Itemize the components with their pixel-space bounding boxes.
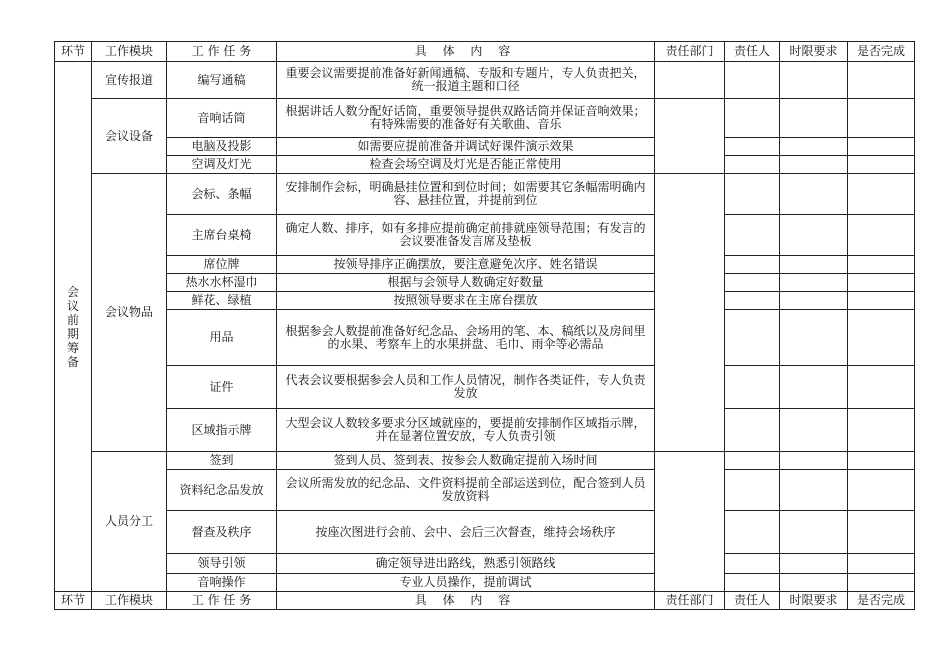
- content-cell: 安排制作会标，明确悬挂位置和到位时间；如需要其它条幅需明确内容、悬挂位置，并提前到位: [277, 174, 655, 215]
- task-cell: 音响话筒: [167, 99, 277, 138]
- header-deadline: 时限要求: [780, 42, 848, 62]
- content-cell: 专业人员操作，提前调试: [277, 574, 655, 592]
- deadline-cell: [780, 274, 848, 292]
- completed-cell: [848, 292, 915, 310]
- table-row: [55, 366, 915, 409]
- completed-cell: [848, 409, 915, 452]
- department-cell: [655, 174, 725, 452]
- table-row: [55, 138, 915, 156]
- completed-cell: [848, 310, 915, 366]
- table-row: [55, 470, 915, 511]
- completed-cell: [848, 62, 915, 99]
- header-department: 责任部门: [655, 42, 725, 62]
- deadline-cell: [780, 62, 848, 99]
- deadline-cell: [780, 174, 848, 215]
- task-table: [54, 41, 915, 610]
- header-stage: 环节: [55, 592, 92, 610]
- deadline-cell: [780, 256, 848, 274]
- table-row: [55, 174, 915, 215]
- deadline-cell: [780, 366, 848, 409]
- header-deadline: 时限要求: [780, 592, 848, 610]
- content-cell: 根据与会领导人数确定好数量: [277, 274, 655, 292]
- owner-cell: [725, 452, 780, 470]
- task-cell: 电脑及投影: [167, 138, 277, 156]
- header-stage: 环节: [55, 42, 92, 62]
- table-row: [55, 292, 915, 310]
- completed-cell: [848, 156, 915, 174]
- header-owner: 责任人: [725, 42, 780, 62]
- table-row: [55, 452, 915, 470]
- deadline-cell: [780, 470, 848, 511]
- task-cell: 用品: [167, 310, 277, 366]
- task-cell: 鲜花、绿植: [167, 292, 277, 310]
- header-content: 具 体 内 容: [277, 592, 655, 610]
- owner-cell: [725, 99, 780, 138]
- task-cell: 热水水杯湿巾: [167, 274, 277, 292]
- deadline-cell: [780, 156, 848, 174]
- content-cell: 大型会议人数较多要求分区域就座的，要提前安排制作区域指示牌，并在显著位置安放，专人负责引领: [277, 409, 655, 452]
- content-cell: 确定人数、排序，如有多排应提前确定前排就座领导范围；有发言的会议要准备发言席及垫板: [277, 215, 655, 256]
- content-cell: 检查会场空调及灯光是否能正常使用: [277, 156, 655, 174]
- owner-cell: [725, 310, 780, 366]
- task-cell: 证件: [167, 366, 277, 409]
- completed-cell: [848, 256, 915, 274]
- deadline-cell: [780, 574, 848, 592]
- table-row: [55, 62, 915, 99]
- completed-cell: [848, 554, 915, 574]
- deadline-cell: [780, 554, 848, 574]
- deadline-cell: [780, 138, 848, 156]
- table-row: [55, 156, 915, 174]
- task-cell: 会标、条幅: [167, 174, 277, 215]
- header-content: 具 体 内 容: [277, 42, 655, 62]
- header-module: 工作模块: [92, 592, 167, 610]
- department-cell: [655, 62, 725, 99]
- table-row: [55, 215, 915, 256]
- module-publicity: 宣传报道: [92, 62, 167, 99]
- header-task: 工 作 任 务: [167, 42, 277, 62]
- completed-cell: [848, 174, 915, 215]
- task-cell: 签到: [167, 452, 277, 470]
- header-task: 工 作 任 务: [167, 592, 277, 610]
- completed-cell: [848, 99, 915, 138]
- content-cell: 代表会议要根据参会人员和工作人员情况，制作各类证件，专人负责发放: [277, 366, 655, 409]
- deadline-cell: [780, 409, 848, 452]
- header-department: 责任部门: [655, 592, 725, 610]
- department-cell: [655, 99, 725, 174]
- completed-cell: [848, 215, 915, 256]
- table-row: [55, 574, 915, 592]
- owner-cell: [725, 292, 780, 310]
- header-module: 工作模块: [92, 42, 167, 62]
- content-cell: 会议所需发放的纪念品、文件资料提前全部运送到位，配合签到人员发放资料: [277, 470, 655, 511]
- deadline-cell: [780, 292, 848, 310]
- completed-cell: [848, 511, 915, 554]
- owner-cell: [725, 215, 780, 256]
- table-row: [55, 409, 915, 452]
- owner-cell: [725, 470, 780, 511]
- completed-cell: [848, 452, 915, 470]
- content-cell: 重要会议需要提前准备好新闻通稿、专版和专题片，专人负责把关，统一报道主题和口径: [277, 62, 655, 99]
- deadline-cell: [780, 99, 848, 138]
- completed-cell: [848, 366, 915, 409]
- task-cell: 空调及灯光: [167, 156, 277, 174]
- task-cell: 督查及秩序: [167, 511, 277, 554]
- owner-cell: [725, 174, 780, 215]
- department-cell: [655, 452, 725, 592]
- task-cell: 区域指示牌: [167, 409, 277, 452]
- section-cell: [55, 62, 92, 592]
- owner-cell: [725, 138, 780, 156]
- deadline-cell: [780, 310, 848, 366]
- task-cell: 领导引领: [167, 554, 277, 574]
- content-cell: 根据参会人数提前准备好纪念品、会场用的笔、本、稿纸以及房间里的水果、考察车上的水果拼盘、毛巾、雨伞等必需品: [277, 310, 655, 366]
- header-owner: 责任人: [725, 592, 780, 610]
- owner-cell: [725, 274, 780, 292]
- table-row: [55, 310, 915, 366]
- content-cell: 根据讲话人数分配好话筒，重要领导提供双路话筒并保证音响效果；有特殊需要的准备好有关歌曲、音乐: [277, 99, 655, 138]
- section-label: 会议前期筹备: [66, 284, 79, 369]
- owner-cell: [725, 554, 780, 574]
- content-cell: 按领导排序正确摆放，要注意避免次序、姓名错误: [277, 256, 655, 274]
- header-row-bottom: [55, 592, 915, 610]
- owner-cell: [725, 256, 780, 274]
- owner-cell: [725, 366, 780, 409]
- table-row: [55, 99, 915, 138]
- content-cell: 按照领导要求在主席台摆放: [277, 292, 655, 310]
- table-row: [55, 256, 915, 274]
- header-completed: 是否完成: [848, 592, 915, 610]
- table-row: [55, 511, 915, 554]
- owner-cell: [725, 409, 780, 452]
- module-staffing: 人员分工: [92, 452, 167, 592]
- content-cell: 确定领导进出路线，熟悉引领路线: [277, 554, 655, 574]
- owner-cell: [725, 62, 780, 99]
- module-supplies: 会议物品: [92, 174, 167, 452]
- completed-cell: [848, 574, 915, 592]
- task-cell: 音响操作: [167, 574, 277, 592]
- deadline-cell: [780, 452, 848, 470]
- owner-cell: [725, 511, 780, 554]
- deadline-cell: [780, 215, 848, 256]
- completed-cell: [848, 138, 915, 156]
- content-cell: 按座次图进行会前、会中、会后三次督查，维持会场秩序: [277, 511, 655, 554]
- content-cell: 如需要应提前准备并调试好课件演示效果: [277, 138, 655, 156]
- task-cell: 席位牌: [167, 256, 277, 274]
- content-cell: 签到人员、签到表、按参会人数确定提前入场时间: [277, 452, 655, 470]
- header-completed: 是否完成: [848, 42, 915, 62]
- completed-cell: [848, 274, 915, 292]
- header-row-top: [55, 42, 915, 62]
- deadline-cell: [780, 511, 848, 554]
- module-equipment: 会议设备: [92, 99, 167, 174]
- task-cell: 资料纪念品发放: [167, 470, 277, 511]
- task-cell: 主席台桌椅: [167, 215, 277, 256]
- table-row: [55, 274, 915, 292]
- owner-cell: [725, 156, 780, 174]
- completed-cell: [848, 470, 915, 511]
- table-row: [55, 554, 915, 574]
- owner-cell: [725, 574, 780, 592]
- task-cell: 编写通稿: [167, 62, 277, 99]
